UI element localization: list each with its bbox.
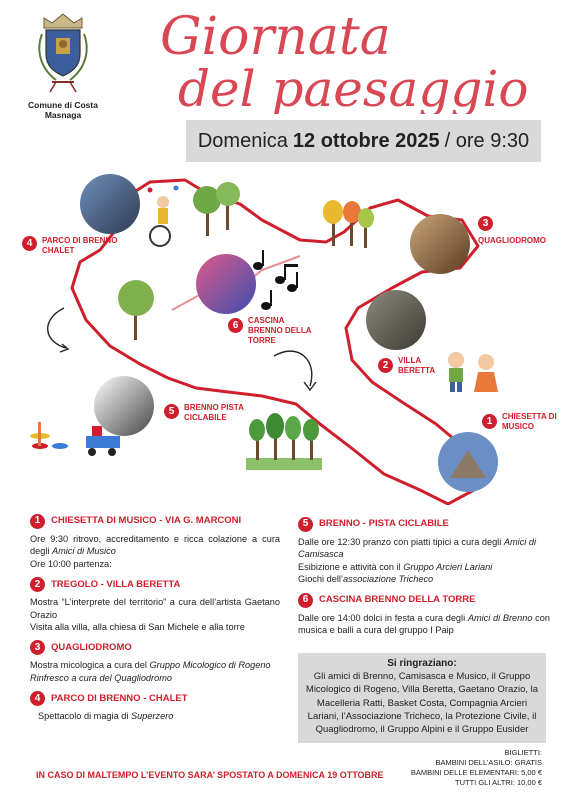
- stop-5-label: BRENNO PISTA CICLABILE: [184, 403, 244, 422]
- section-5-text-1: Dalle ore 12:30 pranzo con piatti tipici a cura degli: [298, 537, 502, 547]
- date-day: Domenica: [197, 129, 288, 152]
- section-4-title: PARCO DI BRENNO - CHALET: [51, 692, 188, 704]
- thanks-box: [298, 653, 546, 743]
- bad-weather-notice: IN CASO DI MALTEMPO L’EVENTO SARA’ SPOSTATO A DOMENICA 19 OTTOBRE: [36, 770, 384, 780]
- children-icon: [448, 352, 498, 392]
- program-section-1: [30, 514, 280, 570]
- section-4-performer: Superzero: [130, 711, 174, 722]
- section-6-organizer: Amici di Brenno: [467, 612, 533, 623]
- ticket-price-preschool: BAMBINI DELL’ASILO: GRATIS: [435, 758, 542, 767]
- stop-4-label: PARCO DI BRENNO CHALET: [42, 236, 118, 255]
- program-section-5: [298, 517, 550, 586]
- section-3-text-1: Mostra micologica a cura del: [30, 660, 147, 671]
- stop-1-label: CHIESETTA DI MUSICO: [502, 412, 557, 431]
- section-5-archers: Gruppo Arcieri Lariani: [403, 561, 493, 572]
- section-6-title: CASCINA BRENNO DELLA TORRE: [319, 593, 476, 605]
- photo-mushrooms: [410, 214, 470, 274]
- title-line-1: Giornata: [160, 7, 391, 67]
- event-title: [140, 6, 560, 114]
- stop-2-number: 2: [378, 358, 393, 373]
- section-4-number: 4: [30, 691, 45, 706]
- section-5-title: BRENNO - PISTA CICLABILE: [319, 518, 449, 530]
- section-6-number: 6: [298, 593, 313, 608]
- section-3-organizer: Gruppo Micologico di Rogeno: [149, 660, 271, 671]
- section-6-text-2: con musica e balli a cura del gruppo I Paip: [298, 612, 550, 636]
- photo-sculpture: [366, 290, 426, 350]
- comune-name: Comune di Costa Masnaga: [28, 100, 98, 120]
- photo-archers: [94, 376, 154, 436]
- section-3-title: QUAGLIODROMO: [51, 641, 132, 653]
- program-right-column: [298, 517, 550, 643]
- thanks-title: Si ringraziano:: [387, 658, 457, 669]
- juggler-icon: [148, 186, 179, 247]
- stop-5-number: 5: [164, 404, 179, 419]
- date-banner: [186, 120, 541, 162]
- section-5-association: associazione Tricheco: [342, 574, 434, 585]
- section-5-number: 5: [298, 517, 313, 532]
- stop-4-number: 4: [22, 236, 37, 251]
- stop-1-number: 1: [482, 414, 497, 429]
- ticket-price-others: TUTTI GLI ALTRI: 10,00 €: [455, 778, 542, 787]
- municipal-crest: [32, 10, 94, 98]
- program-section-3: [30, 640, 280, 684]
- program-section-4: [30, 691, 280, 722]
- stop-6-label: CASCINA BRENNO DELLA TORRE: [248, 316, 312, 345]
- stop-2-label: VILLA BERETTA: [398, 356, 436, 375]
- stop-3-label: QUAGLIODROMO: [478, 236, 546, 245]
- trees-icon: [118, 182, 374, 340]
- section-1-number: 1: [30, 514, 45, 529]
- cycle-path-trees-icon: [246, 413, 322, 470]
- section-5-text-3: Giochi dell’: [298, 574, 343, 585]
- title-line-2: del paesaggio: [178, 60, 529, 114]
- section-2-title: TREGOLO - VILLA BERETTA: [51, 578, 181, 590]
- tickets-title: BIGLIETTI:: [504, 748, 542, 757]
- route-map: [0, 160, 572, 505]
- section-2-text-1: Mostra “L’interprete del territorio” a cura dell’artista Gaetano Orazio: [30, 597, 280, 620]
- program-section-2: [30, 577, 280, 633]
- thanks-text: Gli amici di Brenno, Camisasca e Musico, il Gruppo Micologico di Rogeno, Villa Beretta, Gaetano Orazio, la Macelleria Ratti, Basket Costa, Compagnia Arcieri Lariani, l’Associazione Tricheco, la Protezione Civile, il Quagliodromo, il Gruppo Alpini e il Gruppo Eusider: [305, 671, 539, 736]
- section-3-number: 3: [30, 640, 45, 655]
- section-2-number: 2: [30, 577, 45, 592]
- photo-magician: [80, 174, 140, 234]
- ticket-price-elementary: BAMBINI DELLE ELEMENTARI: 5,00 €: [410, 768, 542, 777]
- section-5-text-2: Esibizione e attività con il: [298, 561, 401, 572]
- section-1-organizer: Amici di Musico: [51, 546, 116, 557]
- stop-3-number: 3: [478, 216, 493, 231]
- section-1-text-1: Ore 9:30 ritrovo, accreditamento e ricca colazione a cura degli: [30, 534, 280, 557]
- section-4-text-1: Spettacolo di magia di: [38, 711, 129, 722]
- section-3-text-2: Rinfresco a cura del Quagliodromo: [30, 672, 172, 683]
- ticket-prices: [411, 748, 542, 788]
- section-5-organizer: Amici di Camisasca: [298, 537, 536, 560]
- program-section-6: [298, 593, 550, 637]
- section-1-title: CHIESETTA DI MUSICO - VIA G. MARCONI: [51, 515, 242, 527]
- section-2-text-2: Visita alla villa, alla chiesa di San Michele e alla torre: [30, 622, 245, 633]
- section-6-text-1: Dalle ore 14:00 dolci in festa a cura degli: [298, 612, 466, 623]
- date-full: 12 ottobre 2025: [292, 129, 440, 152]
- photo-dancers: [196, 254, 256, 314]
- stop-6-number: 6: [228, 318, 243, 333]
- program-left-column: [30, 514, 280, 730]
- date-time: / ore 9:30: [444, 129, 530, 152]
- section-1-text-2: Ore 10:00 partenza:: [30, 558, 112, 569]
